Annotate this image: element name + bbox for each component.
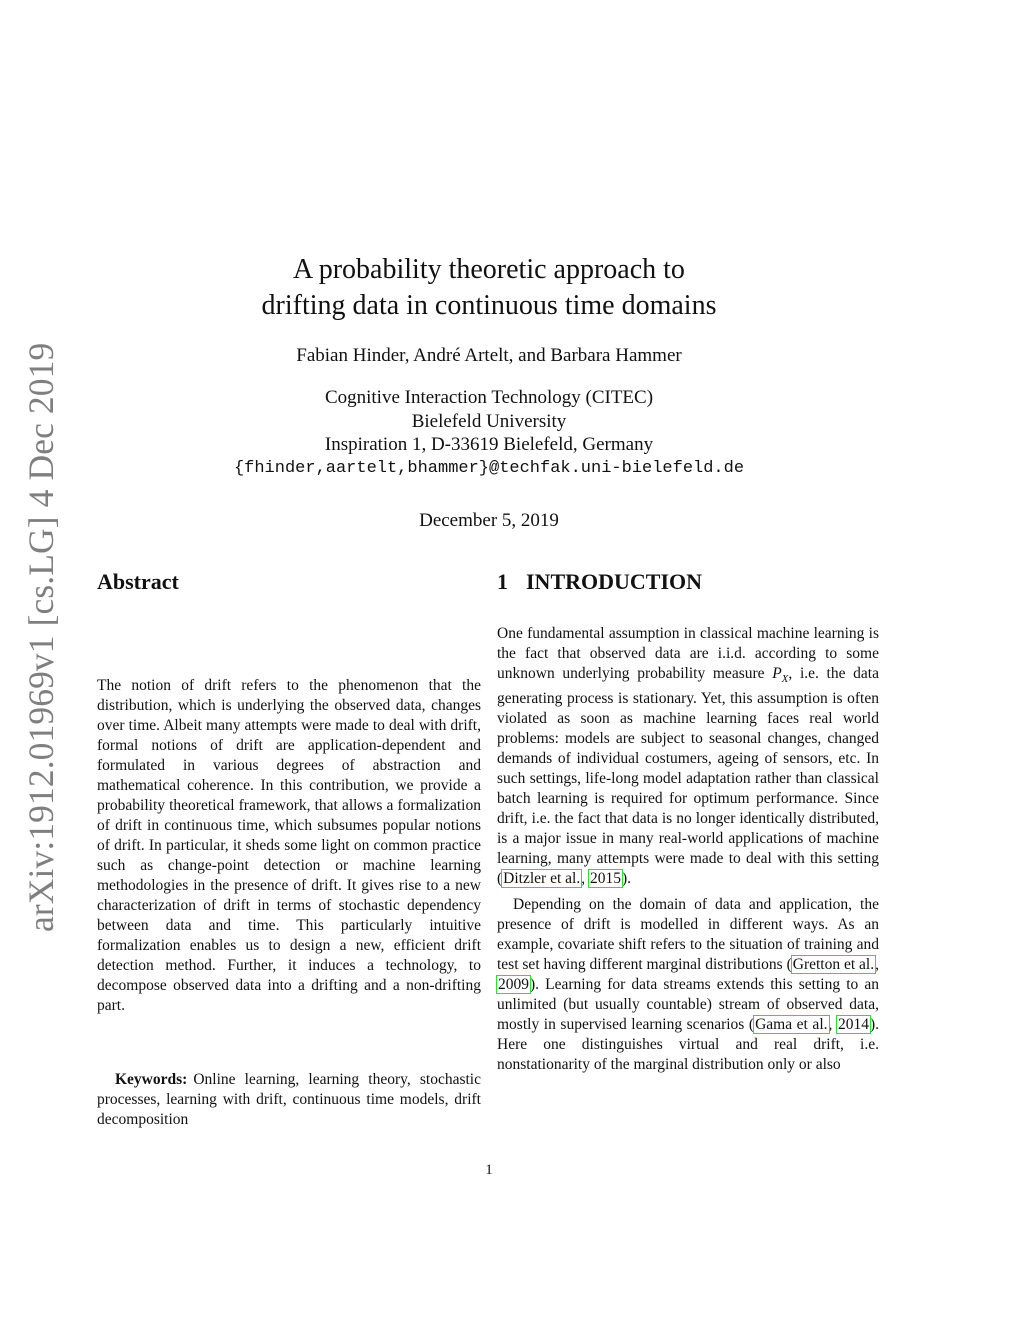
keywords-block [97, 1070, 481, 1130]
citation-gama-author[interactable]: Gama et al. [755, 1016, 828, 1034]
citation-gretton-year[interactable]: 2009 [498, 976, 529, 994]
page-number: 1 [485, 1162, 493, 1178]
author-emails: {fhinder,aartelt,bhammer}@techfak.uni-bielefeld.de [233, 458, 745, 478]
abstract-paragraph: The notion of drift refers to the phenomenon that the distribution, which is underlying the observed data, changes over time. Albeit many attempts were made to deal with drift, formal notions of drift are application-dependent and formulated in various degrees of abstraction and mathematical coherence. In this contribution, we provide a probability theoretical framework, that allows a formalization of drift in continuous time, which subsumes popular notions of drift. In particular, it sheds some light on common practice such as change-point detection or machine learning methodologies in the presence of drift. It gives rise to a new characterization of drift in terms of stochastic dependency between data and time. This particularly intuitive formalization enables us to design a new, efficient drift detection method. Further, it induces a technology, to decompose observed data into a drifting and a non-drifting part. [97, 677, 481, 1014]
publication-date: December 5, 2019 [419, 510, 559, 531]
keywords-label: Keywords: [115, 1071, 188, 1088]
intro-paragraph-2: Depending on the domain of data and application, the presence of drift is modelled in different ways. As an example, covariate shift refers to the situation of training and test set having different marginal distributions (Gretton et al., 2009). Learning for data streams extends this setting to an unlimited (but usually countable) stream of observed data, mostly in supervised learning scenarios (Gama et al., 2014). Here one distinguishes virtual and real drift, i.e. nonstationarity of the marginal distribution only or also [497, 896, 880, 1074]
intro-p2-text-a: Depending on the domain of data and application, the presence of drift is modelled in different ways. As an example, covariate shift refers to the situation of training and test set having different marginal distributions ( [497, 896, 879, 974]
intro-body [497, 624, 879, 1075]
intro-paragraph-1: One fundamental assumption in classical machine learning is the fact that observed data are i.i.d. according to some unknown underlying probability measure $P_X$, i.e. the data generating process is stationary. Yet, this assumption is often violated as soon as machine learning faces real world problems: models are subject to seasonal changes, changed demands of individual costumers, ageing of sensors, etc. In such settings, life-long model adaptation rather than classical batch learning is required for optimum performance. Since drift, i.e. the fact that data is no longer identically distributed, is a major issue in many real-world applications of machine learning, many attempts were made to deal with this setting (Ditzler et al., 2015). [497, 625, 879, 888]
math-subscript: X [781, 673, 789, 686]
affiliation-university: Bielefeld University [411, 410, 567, 432]
paper-title [0, 252, 978, 324]
title-line-1: A probability theoretic approach to [293, 254, 685, 285]
abstract-heading: Abstract [97, 569, 179, 594]
affiliation-address: Inspiration 1, D-33619 Bielefeld, Germany [324, 434, 654, 455]
affiliation-block [0, 386, 978, 480]
title-line-2: drifting data in continuous time domains [261, 290, 717, 321]
section-title: INTRODUCTION [526, 569, 703, 594]
citation-ditzler-year[interactable]: 2015 [589, 870, 621, 888]
abstract-body [97, 676, 481, 1016]
intro-p1-text-c: ). [621, 870, 631, 888]
intro-p1-text-b: , i.e. the data generating process is stationary. Yet, this assumption is often violated as soon as machine learning faces real world problems: models are subject to seasonal changes, changed demands of individual costumers, ageing of sensors, etc. In such settings, life-long model adaptation rather than classical batch learning is required for optimum performance. Since drift, i.e. the fact that data is no longer identically distributed, is a major issue in many real-world applications of machine learning, many attempts were made to deal with this setting ( [497, 665, 879, 888]
intro-p2-text-c: ). Here one distinguishes virtual and real drift, i.e. nonstationarity of the marginal distribution only or also [497, 1016, 880, 1074]
intro-p2-text-b: ). Learning for data streams extends this setting to an unlimited (but usually countable) stream of observed data, mostly in supervised learning scenarios ( [497, 976, 879, 1034]
section-number: 1 [497, 569, 508, 594]
keywords-list: Online learning, learning theory, stochastic processes, learning with drift, continuous time models, drift decomposition [97, 1071, 481, 1128]
math-px [772, 665, 789, 686]
arxiv-identifier: arXiv:1912.01969v1 [cs.LG] 4 Dec 2019 [21, 342, 61, 932]
author-list: Fabian Hinder, André Artelt, and Barbara Hammer [296, 345, 682, 366]
intro-p1-text-a: One fundamental assumption in classical machine learning is the fact that observed data are i.i.d. according to some unknown underlying probability measure [497, 625, 879, 682]
math-symbol: P [772, 665, 782, 682]
affiliation-org: Cognitive Interaction Technology (CITEC) [324, 387, 654, 408]
intro-heading [497, 569, 702, 595]
citation-gama-year[interactable]: 2014 [837, 1016, 869, 1034]
citation-ditzler-author[interactable]: Ditzler et al. [503, 870, 581, 888]
citation-gretton-author[interactable]: Gretton et al. [792, 956, 875, 974]
